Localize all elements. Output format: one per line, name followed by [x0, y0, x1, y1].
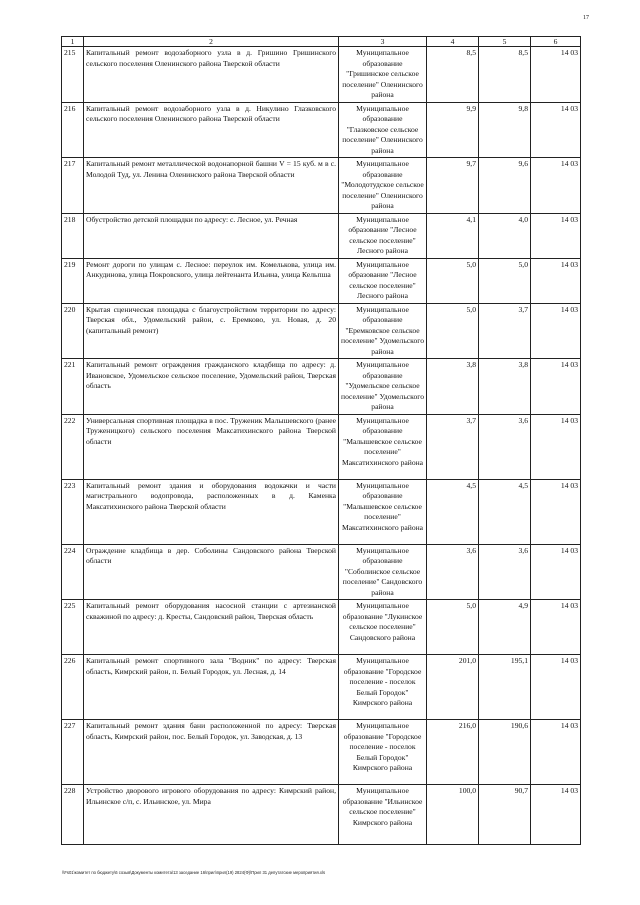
- row-number-cell: 218: [62, 213, 84, 258]
- table-row: [62, 258, 581, 303]
- description-cell: Капитальный ремонт металлической водонапорной башни V = 15 куб. м в с. Молодой Туд, ул. Ленина Оленинского района Тверской области: [84, 158, 339, 214]
- municipality-cell: Муниципальное образование "Ильинское сельское поселение" Кимрского района: [339, 785, 427, 845]
- table-row: [62, 720, 581, 785]
- description-cell: Капитальный ремонт водозаборного узла в д. Гришино Гришинского сельского поселения Оленинского района Тверской области: [84, 47, 339, 103]
- municipality-cell: Муниципальное образование "Городское поселение - поселок Белый Городок" Кимрского района: [339, 720, 427, 785]
- description-cell: Ремонт дороги по улицам с. Лесное: переулок им. Комелькова, улица им. Анкудинова, улица Покровского, улица лейтенанта Ильина, улица Кельпша: [84, 258, 339, 303]
- municipality-cell: Муниципальное образование "Малышевское сельское поселение" Максатихинского района: [339, 479, 427, 544]
- table-row: [62, 479, 581, 544]
- municipality-cell: Муниципальное образование "Малышевское сельское поселение" Максатихинского района: [339, 414, 427, 479]
- description-cell: Капитальный ремонт здания и оборудования водокачки и части магистрального водопровода, расположенных в д. Каменка Максатихинского района Тверской области: [84, 479, 339, 544]
- row-number-cell: 217: [62, 158, 84, 214]
- municipality-cell: Муниципальное образование "Городское поселение - поселок Белый Городок" Кимрского района: [339, 655, 427, 720]
- row-number-cell: 222: [62, 414, 84, 479]
- amount-column-5-cell: 3,7: [479, 303, 531, 359]
- amount-column-5-cell: 195,1: [479, 655, 531, 720]
- row-number-cell: 221: [62, 359, 84, 415]
- description-cell: Капитальный ремонт спортивного зала "Водник" по адресу: Тверская область, Кимрский район, п. Белый Городок, ул. Лесная, д. 14: [84, 655, 339, 720]
- description-cell: Капитальный ремонт оборудования насосной станции с артезианской скважиной по адресу: д. Кресты, Сандовский район, Тверская область: [84, 600, 339, 655]
- amount-column-4-cell: 3,8: [427, 359, 479, 415]
- row-number-cell: 219: [62, 258, 84, 303]
- table-row: [62, 544, 581, 600]
- amount-column-4-cell: 9,7: [427, 158, 479, 214]
- description-cell: Капитальный ремонт здания бани расположенной по адресу: Тверская область, Кимрский район, пос. Белый Городок, ул. Заводская, д. 13: [84, 720, 339, 785]
- table-row: [62, 47, 581, 103]
- municipality-cell: Муниципальное образование "Гришинское сельское поселение" Оленинского района: [339, 47, 427, 103]
- footer-file-path: \\Fs01\комитет по бюджету\6 созыв\Документы комитета\13 заседание 16\прил\прил(19) 2824(Ф)\Прил 31 депутатские мероприятия.xls: [62, 870, 326, 875]
- section-code-cell: 14 03: [531, 655, 581, 720]
- table-row: [62, 102, 581, 158]
- section-code-cell: 14 03: [531, 303, 581, 359]
- column-header: 2: [84, 37, 339, 47]
- section-code-cell: 14 03: [531, 544, 581, 600]
- municipality-cell: Муниципальное образование "Соболинское сельское поселение" Сандовского района: [339, 544, 427, 600]
- section-code-cell: 14 03: [531, 359, 581, 415]
- column-header: 6: [531, 37, 581, 47]
- table-row: [62, 213, 581, 258]
- municipality-cell: Муниципальное образование "Еремковское сельское поселение" Удомельского района: [339, 303, 427, 359]
- amount-column-5-cell: 3,8: [479, 359, 531, 415]
- appropriations-table: [61, 36, 581, 845]
- amount-column-4-cell: 201,0: [427, 655, 479, 720]
- amount-column-5-cell: 3,6: [479, 544, 531, 600]
- amount-column-5-cell: 9,6: [479, 158, 531, 214]
- amount-column-4-cell: 8,5: [427, 47, 479, 103]
- section-code-cell: 14 03: [531, 600, 581, 655]
- column-header: 3: [339, 37, 427, 47]
- amount-column-4-cell: 4,5: [427, 479, 479, 544]
- amount-column-5-cell: 90,7: [479, 785, 531, 845]
- row-number-cell: 220: [62, 303, 84, 359]
- amount-column-4-cell: 5,0: [427, 303, 479, 359]
- amount-column-5-cell: 4,5: [479, 479, 531, 544]
- section-code-cell: 14 03: [531, 47, 581, 103]
- amount-column-4-cell: 9,9: [427, 102, 479, 158]
- description-cell: Капитальный ремонт водозаборного узла в д. Никулино Глазковского сельского поселения Оленинского района Тверской области: [84, 102, 339, 158]
- row-number-cell: 224: [62, 544, 84, 600]
- table-body: [62, 47, 581, 845]
- table-row: [62, 414, 581, 479]
- amount-column-4-cell: 5,0: [427, 258, 479, 303]
- amount-column-4-cell: 100,0: [427, 785, 479, 845]
- amount-column-5-cell: 4,9: [479, 600, 531, 655]
- row-number-cell: 215: [62, 47, 84, 103]
- row-number-cell: 226: [62, 655, 84, 720]
- section-code-cell: 14 03: [531, 258, 581, 303]
- description-cell: Ограждение кладбища в дер. Соболины Сандовского района Тверской области: [84, 544, 339, 600]
- table-row: [62, 600, 581, 655]
- description-cell: Обустройство детской площадки по адресу: с. Лесное, ул. Речная: [84, 213, 339, 258]
- amount-column-4-cell: 3,6: [427, 544, 479, 600]
- amount-column-4-cell: 5,0: [427, 600, 479, 655]
- amount-column-5-cell: 5,0: [479, 258, 531, 303]
- column-header: 1: [62, 37, 84, 47]
- description-cell: Универсальная спортивная площадка в пос. Труженик Малышевского (ранее Труженицкого) сельского поселения Максатихинского района Тверской области: [84, 414, 339, 479]
- municipality-cell: Муниципальное образование "Глазковское сельское поселение" Оленинского района: [339, 102, 427, 158]
- row-number-cell: 225: [62, 600, 84, 655]
- amount-column-5-cell: 9,8: [479, 102, 531, 158]
- table-row: [62, 303, 581, 359]
- amount-column-5-cell: 8,5: [479, 47, 531, 103]
- section-code-cell: 14 03: [531, 479, 581, 544]
- column-header: 4: [427, 37, 479, 47]
- amount-column-5-cell: 4,0: [479, 213, 531, 258]
- table-header-row: [62, 37, 581, 47]
- table-row: [62, 359, 581, 415]
- municipality-cell: Муниципальное образование "Лесное сельское поселение" Лесного района: [339, 213, 427, 258]
- row-number-cell: 227: [62, 720, 84, 785]
- section-code-cell: 14 03: [531, 414, 581, 479]
- amount-column-4-cell: 216,0: [427, 720, 479, 785]
- table-row: [62, 655, 581, 720]
- description-cell: Капитальный ремонт ограждения гражданского кладбища по адресу: д. Ивановское, Удомельское сельское поселение, Удомельский район, Тверская область: [84, 359, 339, 415]
- amount-column-4-cell: 3,7: [427, 414, 479, 479]
- description-cell: Устройство дворового игрового оборудования по адресу: Кимрский район, Ильинское с/п, с. Ильинское, ул. Мира: [84, 785, 339, 845]
- municipality-cell: Муниципальное образование "Лукинское сельское поселение" Сандовского района: [339, 600, 427, 655]
- description-cell: Крытая сценическая площадка с благоустройством территории по адресу: Тверская обл., Удомельский район, с. Еремково, ул. Новая, д. 20 (капитальный ремонт): [84, 303, 339, 359]
- section-code-cell: 14 03: [531, 720, 581, 785]
- table-row: [62, 158, 581, 214]
- row-number-cell: 223: [62, 479, 84, 544]
- row-number-cell: 216: [62, 102, 84, 158]
- section-code-cell: 14 03: [531, 213, 581, 258]
- page-number: 17: [583, 15, 589, 21]
- amount-column-5-cell: 190,6: [479, 720, 531, 785]
- section-code-cell: 14 03: [531, 158, 581, 214]
- table-row: [62, 785, 581, 845]
- section-code-cell: 14 03: [531, 102, 581, 158]
- amount-column-4-cell: 4,1: [427, 213, 479, 258]
- amount-column-5-cell: 3,6: [479, 414, 531, 479]
- column-header: 5: [479, 37, 531, 47]
- row-number-cell: 228: [62, 785, 84, 845]
- section-code-cell: 14 03: [531, 785, 581, 845]
- municipality-cell: Муниципальное образование "Лесное сельское поселение" Лесного района: [339, 258, 427, 303]
- municipality-cell: Муниципальное образование "Молодотудское сельское поселение" Оленинского района: [339, 158, 427, 214]
- municipality-cell: Муниципальное образование "Удомельское сельское поселение" Удомельского района: [339, 359, 427, 415]
